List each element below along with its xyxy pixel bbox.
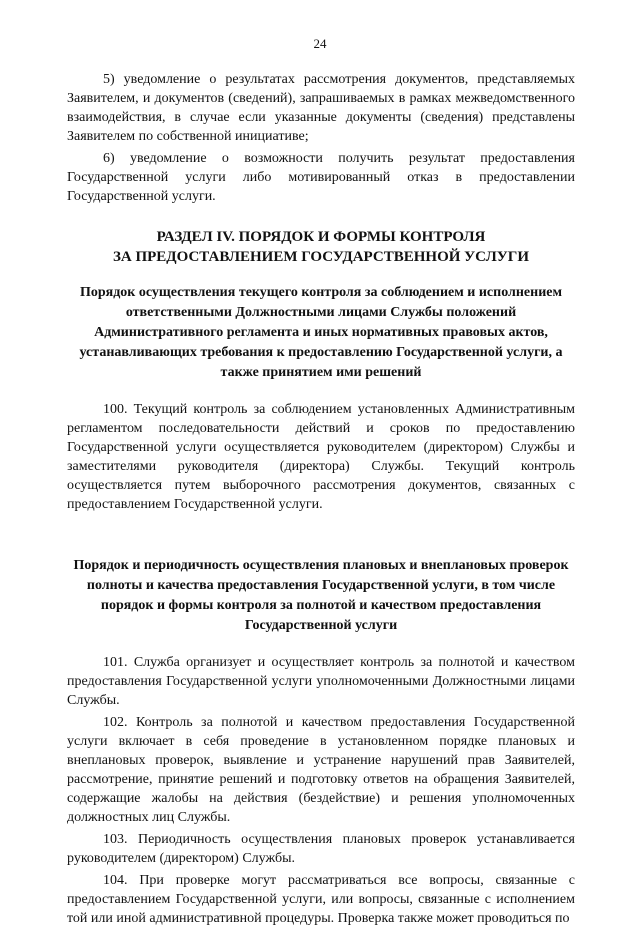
- list-item: 5) уведомление о результатах рассмотрения документов, представляемых Заявителем, и документов (сведений), запрашиваемых в рамках межведомственного взаимодействия, в случае если указанные документы (сведения) представлены Заявителем по собственной инициативе;: [67, 72, 575, 144]
- section-title: [67, 227, 575, 267]
- subsection-title: Порядок осуществления текущего контроля за соблюдением и исполнением ответственными Должностными лицами Службы положений Административного регламента и иных нормативных правовых актов, устанавливающих требования к предоставлению Государственной услуги, а также принятием ими решений: [79, 285, 563, 380]
- page-number: 24: [313, 36, 327, 51]
- section-title-line: ЗА ПРЕДОСТАВЛЕНИЕМ ГОСУДАРСТВЕННОЙ УСЛУГИ: [112, 249, 530, 265]
- paragraph: 103. Периодичность осуществления плановых проверок устанавливается руководителем (директором) Службы.: [67, 832, 575, 866]
- subsection-title: Порядок и периодичность осуществления плановых и внеплановых проверок полноты и качества предоставления Государственной услуги, в том числе порядок и формы контроля за полнотой и качеством предоставления Государственной услуги: [73, 558, 569, 633]
- paragraph: 101. Служба организует и осуществляет контроль за полнотой и качеством предоставления Государственной услуги уполномоченными Должностными лицами Службы.: [67, 655, 575, 708]
- section-title-line: РАЗДЕЛ IV. ПОРЯДОК И ФОРМЫ КОНТРОЛЯ: [156, 229, 486, 245]
- paragraph: 100. Текущий контроль за соблюдением установленных Административным регламентом последовательности действий и сроков по предоставлению Государственной услуги осуществляется руководителем (директором) Службы и заместителями руководителя (директора) Службы. Текущий контроль осуществляется путем выборочного рассмотрения документов, связанных с предоставлением Государственной услуги.: [67, 402, 575, 512]
- list-item: 6) уведомление о возможности получить результат предоставления Государственной услуги либо мотивированный отказ в предоставлении Государственной услуги.: [67, 151, 575, 204]
- paragraph: 104. При проверке могут рассматриваться все вопросы, связанные с предоставлением Государственной услуги, или вопросы, связанные с исполнением той или иной административной процедуры. Проверка также может проводиться по: [67, 873, 575, 926]
- paragraph: 102. Контроль за полнотой и качеством предоставления Государственной услуги включает в себя проведение в установленном порядке плановых и внеплановых проверок, выявление и устранение нарушений прав Заявителей, рассмотрение, принятие решений и подготовку ответов на обращения Заявителей, содержащие жалобы на действия (бездействие) и решения уполномоченных должностных лиц Службы.: [67, 715, 575, 825]
- document-body: [67, 70, 575, 931]
